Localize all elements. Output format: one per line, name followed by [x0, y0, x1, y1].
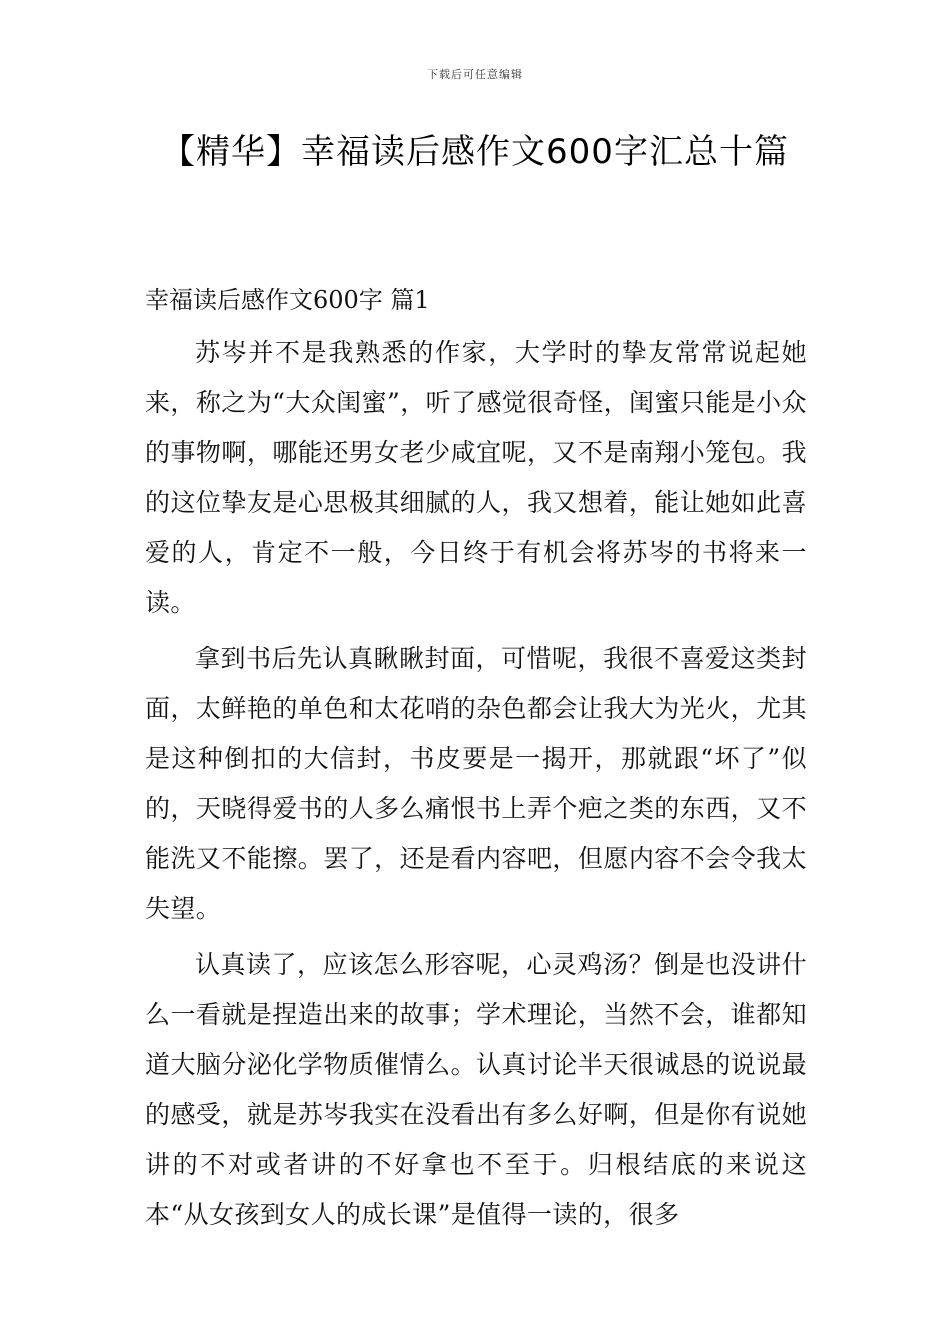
paragraph-3: 认真读了，应该怎么形容呢，心灵鸡汤？倒是也没讲什么一看就是捏造出来的故事；学术理论，当然不会，谁都知道大脑分泌化学物质催情么。认真讨论半天很诚恳的说说最的感受，就是苏岑我实在没看出有多么好啊，但是你有说她讲的不对或者讲的不好拿也不至于。归根结底的来说这本“从女孩到女人的成长课”是值得一读的，很多: [145, 950, 807, 1229]
paragraph-1: 苏岑并不是我熟悉的作家，大学时的挚友常常说起她来，称之为“大众闺蜜”，听了感觉很奇怪，闺蜜只能是小众的事物啊，哪能还男女老少咸宜呢，又不是南翔小笼包。我的这位挚友是心思极其细腻的人，我又想着，能让她如此喜爱的人，肯定不一般，今日终于有机会将苏岑的书将来一读。: [145, 338, 807, 617]
header-note: 下载后可任意编辑: [427, 68, 523, 81]
document-title: 【精华】幸福读后感作文600字汇总十篇: [161, 132, 789, 172]
document-body: [145, 278, 807, 1240]
section-heading: 幸福读后感作文600字 篇1: [145, 286, 430, 314]
paragraph-2: 拿到书后先认真瞅瞅封面，可惜呢，我很不喜爱这类封面，太鲜艳的单色和太花哨的杂色都会让我大为光火，尤其是这种倒扣的大信封，书皮要是一揭开，那就跟“坏了”似的，天晓得爱书的人多么痛恨书上弄个疤之类的东西，又不能洗又不能擦。罢了，还是看内容吧，但愿内容不会令我太失望。: [145, 644, 807, 923]
